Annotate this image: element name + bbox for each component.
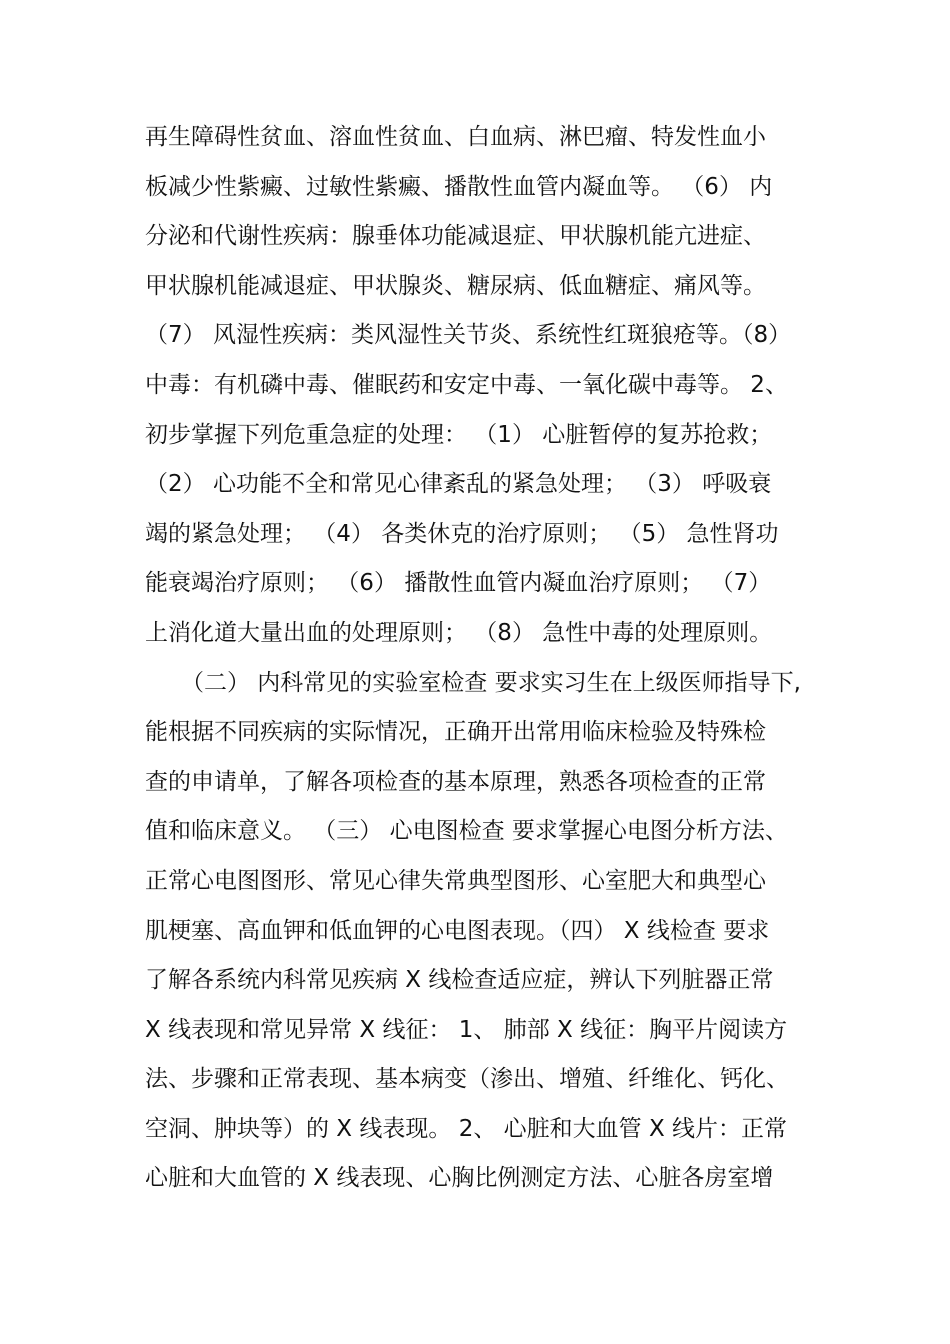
section-heading-line: （二） 内科常见的实验室检查 要求实习生在上级医师指导下, xyxy=(181,669,801,696)
text-line: X 线表现和常见异常 X 线征： 1、 肺部 X 线征：胸平片阅读方 xyxy=(145,1016,788,1043)
text-line: 查的申请单，了解各项检查的基本原理，熟悉各项检查的正常 xyxy=(145,768,766,795)
text-line: 心脏和大血管的 X 线表现、心胸比例测定方法、心脏各房室增 xyxy=(145,1165,774,1192)
text-line: 值和临床意义。 （三） 心电图检查 要求掌握心电图分析方法、 xyxy=(145,818,788,845)
text-line: 了解各系统内科常见疾病 X 线检查适应症，辨认下列脏器正常 xyxy=(145,967,774,994)
text-line: 分泌和代谢性疾病：腺垂体功能减退症、甲状腺机能亢进症、 xyxy=(145,223,766,250)
text-line: 空洞、肿块等）的 X 线表现。 2、 心脏和大血管 X 线片：正常 xyxy=(145,1115,788,1142)
text-line: 法、步骤和正常表现、基本病变（渗出、增殖、纤维化、钙化、 xyxy=(145,1066,789,1093)
text-line: （7） 风湿性疾病：类风湿性关节炎、系统性红斑狼疮等。（8） xyxy=(145,322,792,349)
text-line: 肌梗塞、高血钾和低血钾的心电图表现。（四） X 线检查 要求 xyxy=(145,917,770,944)
text-line: 上消化道大量出血的处理原则； （8） 急性中毒的处理原则。 xyxy=(145,619,773,646)
text-line: 正常心电图图形、常见心律失常典型图形、心室肥大和典型心 xyxy=(145,867,766,894)
text-line: 中毒：有机磷中毒、催眠药和安定中毒、一氧化碳中毒等。 2、 xyxy=(145,371,788,398)
text-line: （2） 心功能不全和常见心律紊乱的紧急处理； （3） 呼吸衰 xyxy=(145,471,772,498)
text-line: 甲状腺机能减退症、甲状腺炎、糖尿病、低血糖症、痛风等。 xyxy=(145,272,766,299)
text-line: 初步掌握下列危重急症的处理： （1） 心脏暂停的复苏抢救； xyxy=(145,421,773,448)
text-line: 竭的紧急处理； （4） 各类休克的治疗原则； （5） 急性肾功 xyxy=(145,520,779,547)
text-line: 能根据不同疾病的实际情况，正确开出常用临床检验及特殊检 xyxy=(145,719,766,746)
text-line: 能衰竭治疗原则； （6） 播散性血管内凝血治疗原则； （7） xyxy=(145,570,772,597)
text-line: 板减少性紫癜、过敏性紫癜、播散性血管内凝血等。 （6） 内 xyxy=(145,173,773,200)
body-text xyxy=(145,113,845,1204)
text-line: 再生障碍性贫血、溶血性贫血、白血病、淋巴瘤、特发性血小 xyxy=(145,124,766,150)
